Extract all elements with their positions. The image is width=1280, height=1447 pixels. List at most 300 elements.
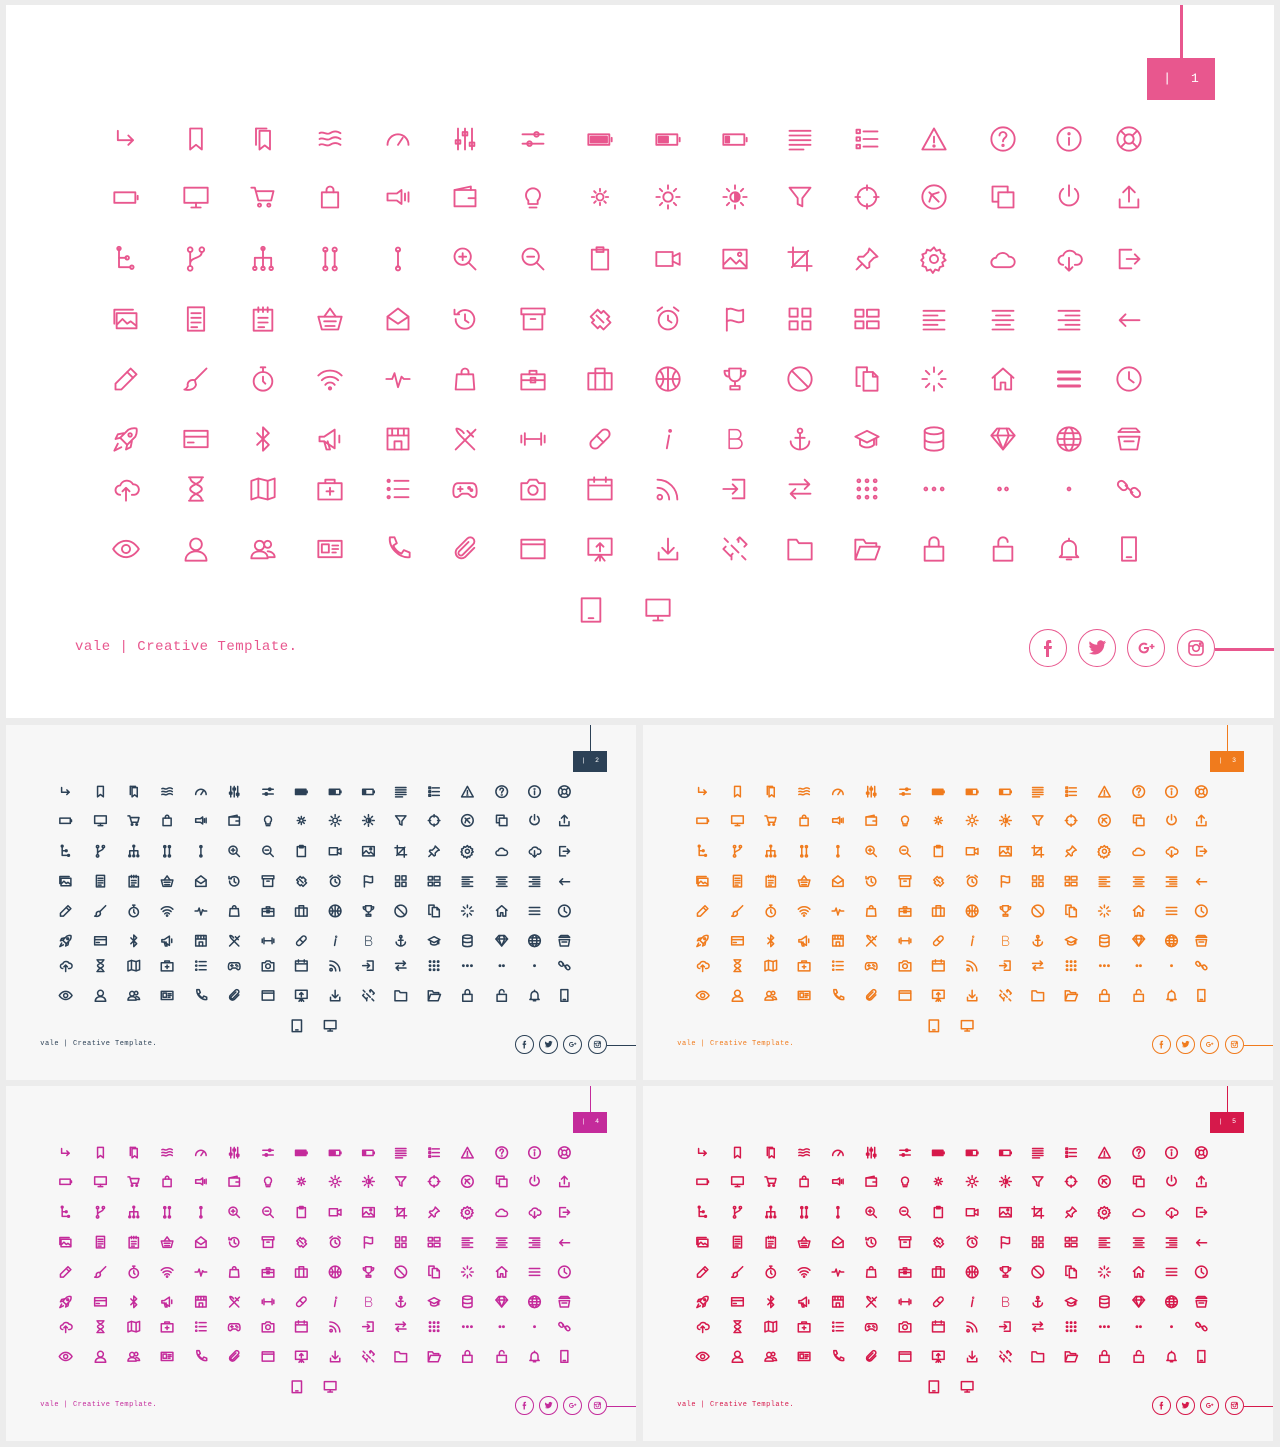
google-plus-button[interactable]: [563, 1396, 582, 1415]
twitter-button[interactable]: [1176, 1396, 1195, 1415]
swap-icon: [396, 961, 406, 970]
align-center-icon: [1133, 877, 1143, 886]
toolbox-icon: [899, 907, 911, 916]
grid-icon: [1033, 876, 1043, 886]
trophy-icon: [725, 369, 746, 390]
ban-icon: [395, 905, 407, 917]
basketball-icon: [966, 905, 978, 917]
sun-small-icon: [934, 816, 942, 824]
monitor-icon: [732, 816, 744, 826]
ellipsis-icon: [1100, 965, 1110, 966]
twitter-icon: [1177, 1397, 1194, 1414]
google-plus-button[interactable]: [563, 1035, 582, 1054]
align-justify-icon: [396, 788, 406, 797]
camera-icon: [899, 1322, 911, 1332]
ellipsis-icon: [1100, 1326, 1110, 1327]
wifi-icon: [798, 1268, 810, 1277]
facebook-icon: [1153, 1397, 1170, 1414]
slide-5[interactable]: [643, 1086, 1273, 1441]
commit-icon: [837, 1207, 839, 1218]
folder-open-icon: [855, 540, 880, 560]
sliders-horizontal-icon: [900, 1149, 910, 1156]
sliders-horizontal-icon: [263, 788, 273, 795]
rss-icon: [658, 480, 678, 500]
lock-icon: [925, 537, 944, 560]
toolbox-icon: [262, 1268, 274, 1277]
rocket-icon: [60, 935, 71, 946]
instagram-button[interactable]: [588, 1396, 607, 1415]
cloud-download-icon: [529, 847, 541, 857]
rocket-icon: [60, 1296, 71, 1307]
map-icon: [765, 960, 777, 970]
clock-icon: [1196, 905, 1208, 917]
inbox-icon: [1196, 1297, 1206, 1307]
user-icon: [95, 1351, 105, 1362]
cloud-upload-icon: [697, 1322, 709, 1332]
folder-icon: [1032, 991, 1044, 1001]
compare-icon: [164, 1207, 171, 1218]
home-icon: [1133, 906, 1143, 916]
clipboard-icon: [592, 247, 608, 269]
waves-icon: [320, 131, 341, 145]
grid-icon: [1033, 1237, 1043, 1247]
users-icon: [765, 1352, 777, 1361]
shopping-bag-icon: [456, 369, 475, 390]
sign-out-icon: [1197, 847, 1207, 856]
sliders-vertical-icon: [867, 1147, 876, 1157]
align-right-icon: [1166, 1238, 1176, 1247]
target-icon: [1065, 1176, 1077, 1188]
page-indicator-line: [1180, 5, 1183, 60]
mobile-icon: [1198, 1351, 1205, 1363]
brightness-icon: [363, 815, 375, 827]
warning-icon: [462, 786, 474, 796]
pin-icon: [1066, 1207, 1076, 1217]
shopping-bag-icon: [230, 906, 239, 916]
filter-icon: [1033, 816, 1043, 825]
battery-empty-icon: [60, 1179, 72, 1184]
folder-open-icon: [428, 1352, 440, 1362]
spinner-icon: [1099, 905, 1111, 917]
photos-icon: [697, 876, 708, 885]
paperclip-icon: [456, 537, 475, 558]
document-icon: [96, 1236, 104, 1248]
eye-icon: [113, 541, 139, 557]
ellipsis-icon: [924, 488, 943, 491]
history-icon: [229, 876, 239, 885]
branch-icon: [698, 1206, 706, 1217]
battery-low-icon: [1000, 789, 1012, 794]
grid-list-icon: [855, 310, 878, 329]
document-icon: [188, 307, 204, 330]
twitter-button[interactable]: [539, 1396, 558, 1415]
instagram-icon: [589, 1397, 606, 1414]
waves-icon: [162, 788, 172, 795]
instagram-button[interactable]: [1225, 1396, 1244, 1415]
envelope-open-icon: [196, 1237, 206, 1247]
bookmarks-icon: [767, 786, 774, 796]
bell-icon: [1060, 539, 1079, 560]
instagram-button[interactable]: [1177, 629, 1215, 667]
google-plus-button[interactable]: [1200, 1396, 1219, 1415]
dots-two-icon: [499, 1326, 504, 1327]
italic-icon: [335, 1297, 337, 1306]
facebook-button[interactable]: [1152, 1035, 1171, 1054]
image-icon: [363, 1208, 375, 1217]
camera-icon: [262, 1322, 274, 1332]
users-icon: [128, 1352, 140, 1361]
sun-icon: [329, 1176, 341, 1188]
lightbulb-icon: [902, 1177, 909, 1187]
battery-half-icon: [966, 1150, 978, 1155]
cloud-upload-icon: [60, 961, 72, 971]
unlink-icon: [363, 1351, 375, 1362]
rocket-icon: [114, 428, 136, 450]
anchor-icon: [791, 429, 810, 450]
align-left-icon: [1099, 1238, 1109, 1247]
instagram-icon: [1178, 630, 1214, 666]
page-indicator-line: [1227, 1086, 1228, 1113]
user-icon: [186, 539, 207, 561]
slide-3[interactable]: [643, 725, 1273, 1080]
sign-in-icon: [363, 1322, 373, 1331]
page-indicator-line: [590, 725, 591, 752]
ban-icon: [395, 1266, 407, 1278]
paperclip-icon: [867, 1351, 876, 1361]
waves-icon: [162, 1149, 172, 1156]
stopwatch-icon: [254, 367, 273, 390]
slide-1[interactable]: [6, 5, 1274, 718]
ellipsis-icon: [463, 1326, 473, 1327]
instagram-button[interactable]: [1225, 1035, 1244, 1054]
waves-icon: [799, 1149, 809, 1156]
compare-icon: [801, 846, 808, 857]
ban-icon: [788, 367, 811, 390]
image-icon: [1000, 847, 1012, 856]
stopwatch-icon: [766, 905, 775, 917]
filter-icon: [396, 1177, 406, 1186]
spinner-icon: [1099, 1266, 1111, 1278]
footer-brand-text: vale | Creative Template.: [677, 1401, 795, 1410]
reply-icon: [1120, 314, 1140, 326]
facebook-icon: [1030, 630, 1066, 666]
sign-out-icon: [1197, 1208, 1207, 1217]
fork-icon: [733, 1206, 741, 1218]
twitter-button[interactable]: [1078, 629, 1116, 667]
bag-icon: [800, 1176, 808, 1186]
italic-icon: [972, 1297, 974, 1306]
cloud-download-icon: [1059, 251, 1082, 271]
zoom-in-icon: [229, 1207, 239, 1217]
hourglass-icon: [734, 960, 741, 972]
files-icon: [1066, 1266, 1076, 1278]
ban-icon: [1032, 905, 1044, 917]
cloud-upload-icon: [697, 961, 709, 971]
swap-icon: [1033, 1322, 1043, 1331]
monitor-icon: [95, 1177, 107, 1187]
eye-icon: [59, 1352, 72, 1360]
flashlight-icon: [196, 817, 206, 824]
pill-icon: [933, 935, 944, 946]
eye-icon: [696, 1352, 709, 1360]
wallet-icon: [866, 1176, 876, 1186]
sign-in-icon: [363, 961, 373, 970]
commit-icon: [200, 846, 202, 857]
gamepad-icon: [865, 963, 877, 970]
brush-icon: [184, 369, 206, 390]
phone-icon: [197, 1351, 207, 1361]
battery-empty-icon: [114, 192, 137, 203]
diamond-icon: [496, 1297, 508, 1307]
bag-icon: [322, 187, 338, 208]
database-icon: [1100, 1296, 1109, 1308]
archive-icon: [262, 876, 274, 886]
download-icon: [331, 990, 340, 1000]
inbox-icon: [1119, 429, 1140, 450]
slide-2[interactable]: [6, 725, 636, 1080]
tablet-icon: [292, 1381, 301, 1393]
cloud-icon: [991, 253, 1014, 267]
ticket-icon: [934, 1237, 944, 1247]
credit-card-icon: [732, 937, 744, 945]
power-icon: [530, 815, 539, 825]
sign-out-icon: [560, 847, 570, 856]
icon-grid: [643, 725, 1273, 1080]
utensils-icon: [456, 429, 476, 450]
briefcase-icon: [296, 906, 308, 916]
compare-icon: [801, 1207, 808, 1218]
user-icon: [732, 990, 742, 1001]
commit-icon: [200, 1207, 202, 1218]
calendar-icon: [296, 960, 308, 971]
facebook-button[interactable]: [515, 1396, 534, 1415]
graduation-cap-icon: [855, 431, 878, 448]
swap-icon: [1033, 961, 1043, 970]
brush-icon: [95, 1267, 106, 1278]
document-icon: [96, 875, 104, 887]
bell-icon: [1167, 1351, 1176, 1361]
battery-half-icon: [656, 134, 679, 145]
align-justify-icon: [396, 1149, 406, 1158]
pulse-icon: [195, 1269, 207, 1276]
sign-out-icon: [560, 1208, 570, 1217]
flashlight-icon: [196, 1178, 206, 1185]
italic-icon: [335, 936, 337, 945]
dots-grid-icon: [1066, 1322, 1076, 1332]
twitter-button[interactable]: [1176, 1035, 1195, 1054]
rocket-icon: [697, 1296, 708, 1307]
photos-icon: [60, 876, 71, 885]
files-icon: [857, 367, 878, 390]
link-icon: [1116, 479, 1141, 498]
swap-icon: [790, 480, 811, 499]
flag-icon: [727, 309, 743, 331]
desktop-icon: [961, 1382, 973, 1392]
basket-icon: [798, 876, 810, 886]
align-right-icon: [1059, 311, 1080, 330]
align-center-icon: [1133, 1238, 1143, 1247]
question-icon: [496, 786, 508, 798]
facebook-button[interactable]: [1029, 629, 1067, 667]
sliders-vertical-icon: [456, 129, 475, 150]
list-icon: [1066, 1148, 1076, 1157]
lock-icon: [463, 1351, 472, 1363]
notepad-icon: [254, 307, 273, 330]
gamepad-icon: [453, 483, 476, 497]
zoom-in-icon: [455, 249, 476, 270]
copy-icon: [496, 1176, 506, 1186]
upload-icon: [560, 1176, 569, 1186]
facebook-button[interactable]: [1152, 1396, 1171, 1415]
battery-half-icon: [329, 789, 341, 794]
video-icon: [656, 252, 679, 266]
globe-icon: [1166, 935, 1178, 947]
first-aid-icon: [161, 1322, 173, 1332]
italic-icon: [972, 936, 974, 945]
download-icon: [331, 1351, 340, 1361]
swap-icon: [396, 1322, 406, 1331]
filter-icon: [790, 188, 811, 207]
sliders-vertical-icon: [230, 1147, 239, 1157]
cloud-icon: [1133, 848, 1145, 855]
dumbbell-icon: [899, 1299, 911, 1305]
sun-icon: [966, 815, 978, 827]
align-right-icon: [529, 877, 539, 886]
phone-icon: [197, 990, 207, 1000]
video-icon: [329, 848, 341, 855]
sun-icon: [656, 185, 679, 208]
page-number: 2: [595, 757, 600, 765]
graduation-cap-icon: [1065, 1298, 1077, 1306]
link-icon: [558, 961, 571, 971]
dots-two-icon: [998, 488, 1008, 491]
page-number-divider: |: [1218, 1118, 1223, 1126]
bluetooth-icon: [768, 1296, 774, 1308]
twitter-button[interactable]: [539, 1035, 558, 1054]
gauge-icon: [196, 789, 206, 794]
flag-icon: [364, 1237, 372, 1248]
slide-4[interactable]: [6, 1086, 636, 1441]
target-icon: [428, 815, 440, 827]
window-icon: [899, 991, 911, 1000]
zoom-out-icon: [523, 249, 544, 270]
footer-brand-text: vale | Creative Template.: [75, 639, 298, 655]
credit-card-icon: [184, 431, 207, 447]
hourglass-icon: [97, 960, 104, 972]
power-icon: [1060, 185, 1079, 205]
social-connector-line: [607, 1406, 636, 1407]
facebook-icon: [1153, 1036, 1170, 1053]
unlink-icon: [1000, 990, 1012, 1001]
facebook-button[interactable]: [515, 1035, 534, 1054]
brush-icon: [732, 1267, 743, 1278]
info-icon: [1166, 1147, 1178, 1159]
unlink-icon: [723, 537, 746, 559]
google-plus-button[interactable]: [1200, 1035, 1219, 1054]
shopping-bag-icon: [867, 1267, 876, 1277]
anchor-icon: [396, 1297, 405, 1307]
gauge-icon: [833, 789, 843, 794]
inbox-icon: [1196, 936, 1206, 946]
link-icon: [1195, 1322, 1208, 1332]
ticket-icon: [297, 1237, 307, 1247]
cloud-download-icon: [1166, 1208, 1178, 1218]
battery-full-icon: [933, 789, 945, 794]
hourglass-icon: [189, 477, 203, 500]
cart-icon: [128, 816, 139, 825]
gear-icon: [461, 845, 473, 858]
align-left-icon: [924, 311, 945, 330]
basketball-icon: [329, 905, 341, 917]
compare-icon: [323, 248, 337, 271]
clipboard-icon: [297, 845, 305, 856]
list-bullet-icon: [388, 480, 409, 499]
toolbox-icon: [521, 371, 544, 390]
hierarchy-icon: [766, 845, 776, 857]
tablet-icon: [582, 598, 601, 621]
map-icon: [128, 1321, 140, 1331]
store-icon: [196, 936, 206, 946]
pill-icon: [296, 1296, 307, 1307]
home-icon: [496, 906, 506, 916]
id-card-icon: [798, 1352, 810, 1360]
hourglass-icon: [734, 1321, 741, 1333]
zoom-in-icon: [866, 846, 876, 856]
alarm-icon: [967, 875, 977, 886]
envelope-open-icon: [196, 876, 206, 886]
anchor-icon: [1033, 936, 1042, 946]
window-icon: [262, 1352, 274, 1361]
map-icon: [128, 960, 140, 970]
grid-icon: [396, 876, 406, 886]
google-plus-button[interactable]: [1127, 629, 1165, 667]
lifebuoy-icon: [1196, 1147, 1208, 1159]
toolbox-icon: [899, 1268, 911, 1277]
battery-empty-icon: [697, 1179, 709, 1184]
bookmarks-icon: [130, 786, 137, 796]
battery-empty-icon: [697, 818, 709, 823]
lifebuoy-icon: [1117, 127, 1140, 150]
brightness-icon: [723, 185, 746, 208]
copy-icon: [1133, 815, 1143, 825]
redo-arrow-icon: [699, 1149, 707, 1156]
first-aid-icon: [318, 480, 341, 500]
page-number-divider: |: [1163, 71, 1171, 86]
eye-icon: [696, 991, 709, 999]
instagram-icon: [1226, 1397, 1243, 1414]
history-icon: [866, 1237, 876, 1246]
battery-full-icon: [588, 134, 611, 145]
pencil-icon: [60, 906, 70, 916]
info-icon: [529, 1147, 541, 1159]
page-number: 4: [595, 1118, 600, 1126]
dot-icon: [534, 965, 535, 966]
page-number: 5: [1232, 1118, 1237, 1126]
align-right-icon: [529, 1238, 539, 1247]
instagram-button[interactable]: [588, 1035, 607, 1054]
grid-list-icon: [1065, 1237, 1077, 1246]
facebook-icon: [516, 1036, 533, 1053]
sign-in-icon: [1000, 1322, 1010, 1331]
ticket-icon: [591, 310, 611, 330]
globe-icon: [1166, 1296, 1178, 1308]
align-center-icon: [496, 1238, 506, 1247]
basket-icon: [161, 876, 173, 886]
spinner-icon: [462, 1266, 474, 1278]
basketball-icon: [329, 1266, 341, 1278]
desktop-icon: [324, 1382, 336, 1392]
google-plus-icon: [1201, 1397, 1218, 1414]
